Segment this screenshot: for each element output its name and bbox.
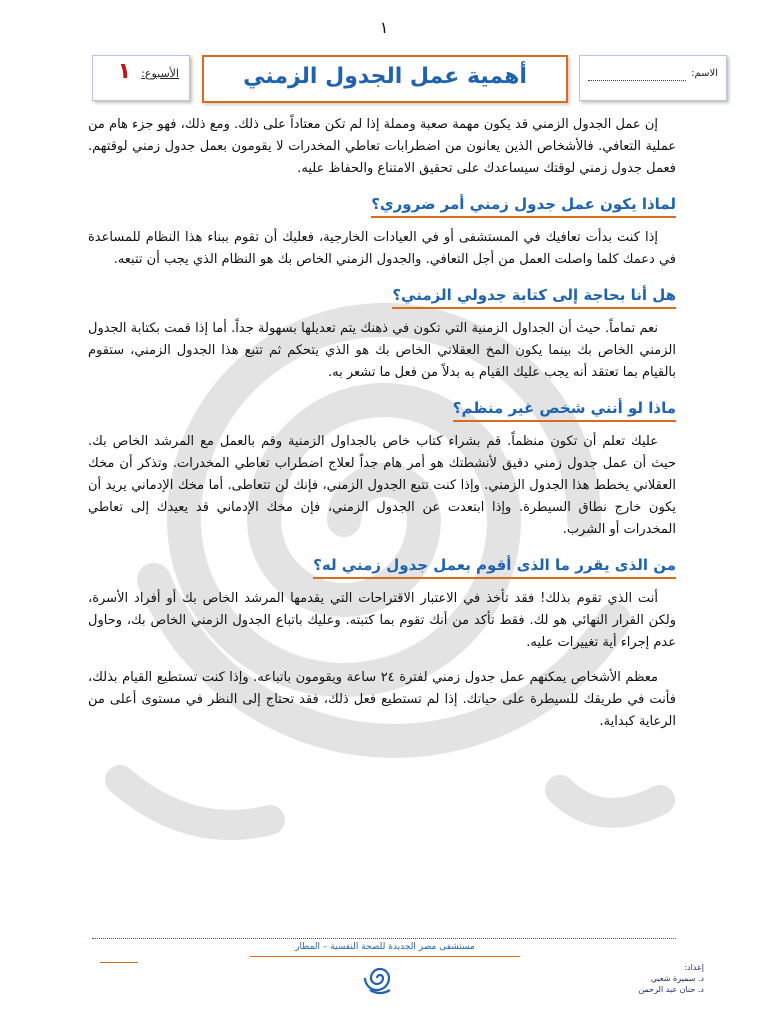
hospital-logo-icon xyxy=(362,960,398,996)
page-number: ١ xyxy=(379,18,389,37)
name-box xyxy=(579,55,727,101)
section-heading: من الذى يقرر ما الذى أقوم بعمل جدول زمني له؟ xyxy=(313,554,676,579)
name-field-line xyxy=(588,80,686,81)
prepared-label: إعداد: xyxy=(684,963,704,972)
author-name: د. سميرة شعبي xyxy=(650,974,704,983)
hospital-name: مستشفى مصر الجديدة للصحة النفسية – المطار xyxy=(295,942,475,952)
section-paragraph: نعم تماماً. حيث أن الجداول الزمنية التي تكون في ذهنك يتم تعديلها بسهولة جداً. أما إذا قمت بكتابة الجدول الزمني الخاص بك بينما يكون المخ العقلاني الخاص بك هو الذي يتحكم ثم تتبع هذا الجدول الزمني، ستقوم بالقيام بما تعتقد أنه يجب عليك القيام به بدلاً من فعل ما تشعر به. xyxy=(88,321,676,380)
intro-paragraph: إن عمل الجدول الزمني قد يكون مهمة صعبة ومملة إذا لم تكن معتاداً على ذلك. ومع ذلك، فهو جزء هام من عملية التعافي. فالأشخاص الذين يعانون من اضطرابات تعاطي المخدرات لا يقومون بعمل جدول زمني لوقتهم. فعمل جدول زمني لوقتك سيساعدك على تحقيق الامتناع والحفاظ عليه. xyxy=(88,117,676,176)
section-paragraph: معظم الأشخاص يمكنهم عمل جدول زمني لفترة ٢٤ ساعة ويقومون باتباعه. وإذا كنت تستطيع القيام بذلك، فأنت في طريقك للسيطرة على حياتك. إذا لم تستطيع فعل ذلك، فقد تحتاج إلى النظر في مستوى أعلى من الرعاية كبداية. xyxy=(88,670,676,729)
main-content xyxy=(88,114,676,746)
week-label: الأسبوع: xyxy=(141,67,179,80)
section-heading: ماذا لو أنني شخص غير منظم؟ xyxy=(453,397,676,422)
title-box xyxy=(202,55,568,103)
footer-divider xyxy=(92,938,676,939)
author-name: د. حنان عبد الرحمن xyxy=(638,985,704,994)
section-paragraph: أنت الذي تقوم بذلك! فقد تأخذ في الاعتبار الاقتراحات التي يقدمها المرشد الخاص بك أو أفراد الأسرة، ولكن القرار النهائي هو لك. فقط تأكد من أنك تقوم بما كتبته. وعليك باتباع الجدول الزمني الخاص بك، وحاول عدم إجراء أية تغييرات عليه. xyxy=(88,591,676,650)
week-box xyxy=(92,55,190,101)
week-number: ١ xyxy=(117,59,131,84)
section-heading: لماذا يكون عمل جدول زمني أمر ضروري؟ xyxy=(371,193,676,218)
footer-accent-line xyxy=(100,962,138,963)
page-title: أهمية عمل الجدول الزمني xyxy=(243,64,527,89)
name-label: الاسم: xyxy=(691,68,718,79)
section-heading: هل أنا بحاجة إلى كتابة جدولي الزمني؟ xyxy=(392,284,676,309)
section-paragraph: عليك تعلم أن تكون منظماً. قم بشراء كتاب خاص بالجداول الزمنية وقم بالعمل مع المرشد الخاص بك. حيث أن عمل جدول زمني دقيق لأنشطتك هو أمر هام جداً لعلاج اضطراب تعاطي المخدرات. وتذكر أن مخك العقلاني يخطط هذا الجدول الزمني. وإذا كنت تتبع الجدول الزمني، فإنك لن تتعاطى. أما مخك الإدماني يريد أن يكون خارج نطاق السيطرة. وإذا ابتعدت عن الجدول الزمني، فإن مخك الإدماني قد يعيدك إلى تعاطي المخدرات أو الشرب. xyxy=(88,434,676,537)
hospital-underline xyxy=(250,956,520,957)
credits xyxy=(604,962,704,995)
section-paragraph: إذا كنت بدأت تعافيك في المستشفى أو في العيادات الخارجية، فعليك أن تقوم ببناء هذا النظام للمساعدة في دعمك كلما واصلت العمل من أجل التعافي. والجدول الزمني الخاص بك هو النظام الذي يجب أن تتبعه. xyxy=(88,230,676,267)
